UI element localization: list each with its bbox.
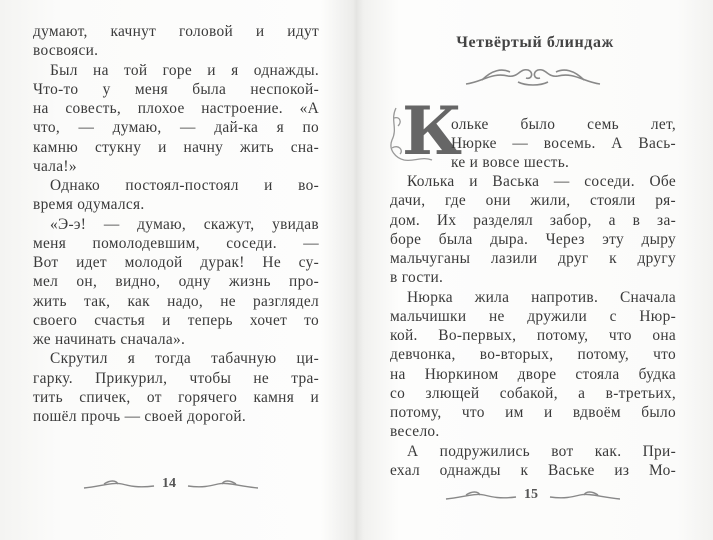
text-line: гарку. Прикурил, чтобы не тра- (33, 369, 319, 387)
text-line: девчонка, во-вторых, потому, что (390, 346, 676, 364)
text-line: весело. (390, 423, 440, 441)
text-line: же начинать сначала». (33, 331, 186, 348)
text-line: на Нюркином дворе стояла будка (390, 365, 676, 383)
title-ornament-icon (462, 62, 604, 88)
text-line: Однако постоял-постоял и во- (50, 177, 319, 194)
chapter-title: Четвёртый блиндаж (456, 34, 614, 51)
drop-cap-letter: К (402, 92, 463, 170)
text-line: чала!» (33, 157, 77, 175)
text-line: думают, качнут головой и идут (33, 23, 319, 40)
text-line: ольке было семь лет, (451, 116, 676, 133)
text-line: боре была дыра. Через эту дыру (390, 230, 676, 248)
text-line: мел он, видно, одну жизнь про- (33, 273, 319, 291)
page-number-left: 14 (162, 476, 176, 491)
text-line: в гости. (390, 269, 444, 287)
text-line: мальчуганы лазили друг к другу (390, 250, 676, 267)
text-line: пошёл прочь — своей дорогой. (33, 408, 247, 425)
drop-cap (392, 92, 463, 170)
page-number-right: 15 (524, 487, 538, 502)
text-line: ехал однажды к Ваське из Мо- (390, 461, 676, 479)
text-line: восвояси. (33, 42, 99, 60)
text-line: со злющей собакой, а в-третьих, (390, 384, 676, 402)
text-line: жить так, как надо, не разглядел (33, 292, 319, 310)
text-line: мальчишки не дружили с Нюр- (390, 307, 676, 325)
text-line: Вот идет молодой дурак! Не су- (33, 254, 319, 271)
text-line: Что-то у меня была неспокой- (33, 80, 319, 98)
text-line: дачи, где они жили, стояли ря- (390, 192, 676, 210)
text-line: камню стукну и начну жить сна- (33, 138, 319, 156)
text-line: меня помолодевшим, соседи. — (33, 234, 319, 252)
text-line: «Э-э! — думаю, скажут, увидав (50, 215, 319, 233)
text-line: Колька и Васька — соседи. Обе (407, 173, 676, 190)
text-line: потому, что им и вдвоём было (390, 404, 676, 421)
text-line: тить спичек, от горячего камня и (33, 388, 319, 406)
text-line: своего счастья и теперь хочет то (33, 311, 319, 329)
text-line: ке и вовсе шесть. (451, 154, 570, 172)
text-line: кой. Во-первых, потому, что она (390, 327, 676, 344)
text-line: на совесть, плохое настроение. «А (33, 100, 319, 117)
text-line: А подружились вот как. При- (407, 442, 676, 460)
text-line: Был на той горе и я однажды. (50, 61, 319, 79)
text-line: Скрутил я тогда табачную ци- (50, 350, 319, 368)
text-line: время одумался. (33, 196, 145, 214)
text-line: Нюрке — восемь. А Вась- (451, 135, 676, 153)
text-line: Нюрка жила напротив. Сначала (407, 288, 676, 306)
text-line: дом. Их разделял забор, а в за- (390, 211, 676, 229)
text-line: что, — думаю, — дай-ка я по (33, 119, 319, 137)
